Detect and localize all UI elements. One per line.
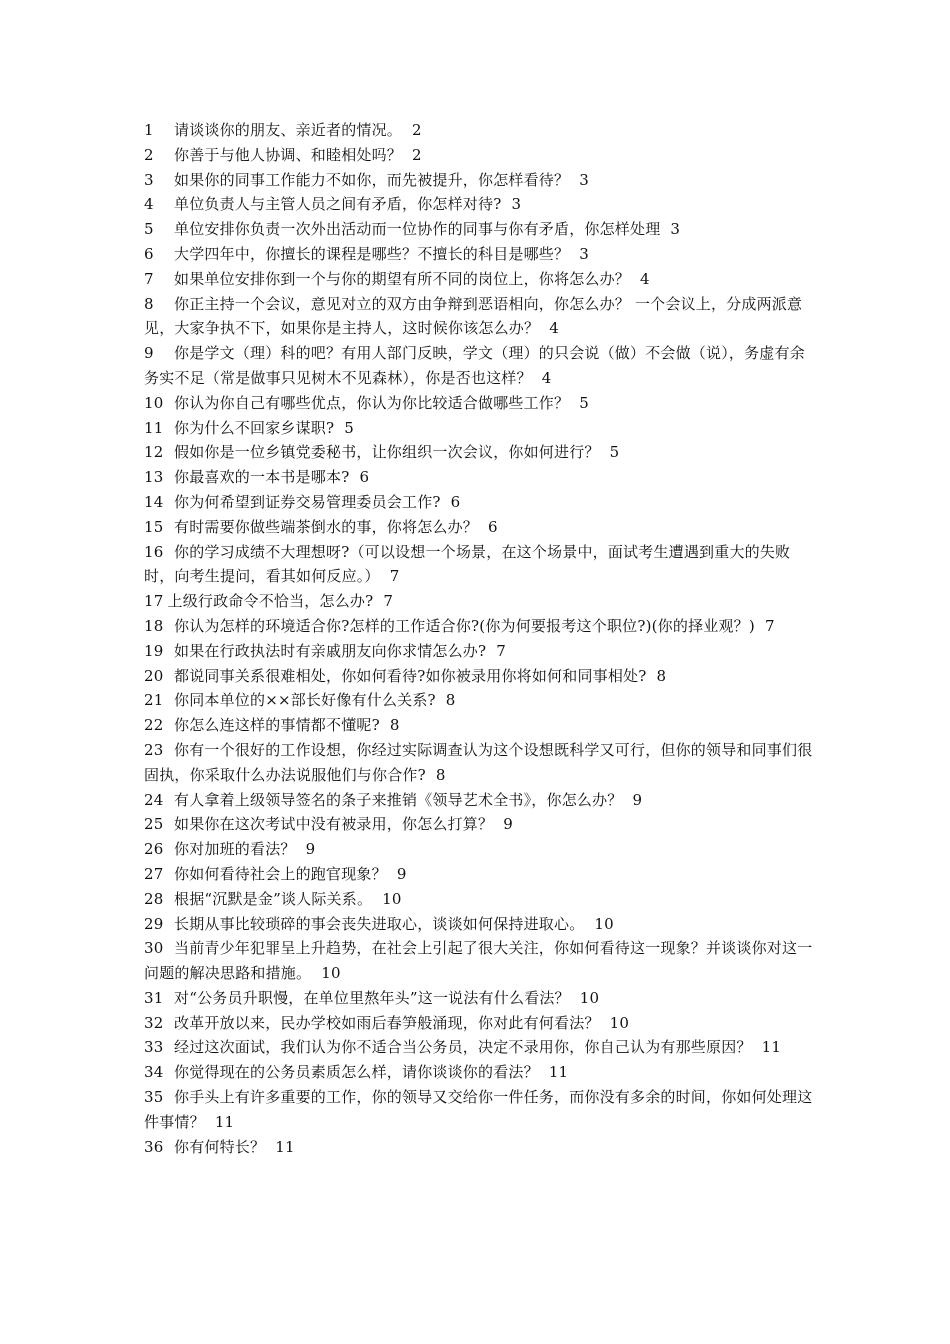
- item-number: 19: [144, 641, 164, 660]
- item-page: 3: [670, 220, 681, 239]
- item-number: 27: [144, 864, 164, 883]
- list-item: [144, 862, 814, 887]
- item-text: 你善于与他人协调、和睦相处吗？: [174, 145, 403, 164]
- item-text: 你为何希望到证券交易管理委员会工作?: [174, 492, 441, 511]
- item-number: 6: [144, 244, 154, 263]
- item-number: 14: [144, 492, 164, 511]
- item-number: 17: [144, 592, 164, 611]
- item-number: 8: [144, 294, 154, 313]
- item-text: 根据“沉默是金”谈人际关系。: [174, 889, 373, 908]
- item-text: 你如何看待社会上的跑官现象？: [174, 864, 387, 883]
- item-text: 如果你在这次考试中没有被录用，你怎么打算？: [174, 815, 494, 834]
- item-text: 你认为你自己有哪些优点，你认为你比较适合做哪些工作？: [174, 393, 570, 412]
- item-text: 你是学文（理）科的吧？有用人部门反映，学文（理）的只会说（做）不会做（说），务虚有余务实不足（常是做事只见树木不见森林），你是否也这样？: [144, 344, 805, 387]
- list-item: [144, 341, 814, 391]
- item-number: 9: [144, 344, 154, 363]
- item-number: 21: [144, 691, 164, 710]
- list-item: [144, 1135, 814, 1160]
- item-number: 22: [144, 716, 164, 735]
- item-page: 7: [383, 592, 394, 611]
- item-page: 11: [275, 1137, 295, 1156]
- item-page: 5: [579, 393, 589, 412]
- item-page: 11: [761, 1038, 782, 1057]
- list-item: [144, 812, 814, 837]
- item-number: 31: [144, 988, 164, 1007]
- item-page: 7: [764, 616, 775, 635]
- item-text: 有时需要你做些端茶倒水的事，你将怎么办？: [174, 517, 479, 536]
- item-number: 28: [144, 889, 164, 908]
- item-text: 你手头上有许多重要的工作，你的领导又交给你一件任务，而你没有多余的时间，你如何处理这件事情？: [144, 1088, 813, 1131]
- item-page: 9: [503, 815, 513, 834]
- item-page: 3: [579, 170, 589, 189]
- list-item: [144, 1011, 814, 1036]
- list-item: [144, 1060, 814, 1085]
- item-page: 5: [609, 443, 620, 462]
- list-item: [144, 192, 814, 217]
- item-text: 你为什么不回家乡谋职?: [174, 418, 335, 437]
- list-item: [144, 986, 814, 1011]
- item-text: 如果你的同事工作能力不如你，而先被提升，你怎样看待？: [174, 170, 570, 189]
- item-page: 7: [496, 641, 506, 660]
- item-page: 9: [632, 790, 643, 809]
- item-text: 你正主持一个会议，意见对立的双方由争辩到恶语相向，你怎么办？ 一个会议上，分成两派意见，大家争执不下，如果你是主持人，这时候你该怎么办？: [144, 294, 803, 338]
- item-text: 你认为怎样的环境适合你?怎样的工作适合你?(你为何要报考这个职位?)(你的择业观？): [174, 616, 755, 635]
- item-page: 6: [359, 468, 370, 487]
- item-number: 12: [144, 443, 164, 462]
- item-page: 6: [450, 492, 461, 511]
- item-page: 10: [382, 889, 402, 908]
- item-text: 你有一个很好的工作设想，你经过实际调查认为这个设想既科学又可行，但你的领导和同事们很固执，你采取什么办法说服他们与你合作?: [144, 740, 813, 784]
- list-item: [144, 664, 814, 689]
- item-text: 经过这次面试，我们认为你不适合当公务员，决定不录用你，你自己认为有那些原因？: [174, 1038, 752, 1057]
- item-number: 5: [144, 220, 154, 239]
- list-item: [144, 887, 814, 912]
- item-text: 你同本单位的××部长好像有什么关系?: [174, 691, 436, 710]
- item-page: 6: [488, 517, 498, 536]
- list-item: [144, 242, 814, 267]
- item-text: 你怎么连这样的事情都不懂呢?: [174, 716, 380, 735]
- item-page: 10: [579, 988, 600, 1007]
- list-item: [144, 688, 814, 713]
- item-page: 8: [656, 666, 667, 685]
- list-item: [144, 267, 814, 292]
- list-item: [144, 837, 814, 862]
- item-page: 10: [321, 964, 341, 983]
- item-number: 11: [144, 418, 164, 437]
- item-page: 3: [579, 244, 589, 263]
- item-page: 5: [344, 418, 354, 437]
- item-page: 4: [640, 269, 650, 288]
- item-number: 36: [144, 1137, 164, 1156]
- list-item: [144, 217, 814, 242]
- item-number: 35: [144, 1088, 164, 1107]
- item-text: 长期从事比较琐碎的事会丧失进取心，谈谈如何保持进取心。: [174, 914, 585, 933]
- list-item: [144, 713, 814, 738]
- item-number: 18: [144, 616, 164, 635]
- list-item: [144, 416, 814, 441]
- item-text: 都说同事关系很难相处，你如何看待?如你被录用你将如何和同事相处?: [174, 666, 647, 685]
- item-number: 24: [144, 790, 164, 809]
- item-text: 单位安排你负责一次外出活动而一位协作的同事与你有矛盾，你怎样处理: [174, 220, 661, 239]
- item-page: 9: [305, 840, 316, 859]
- item-text: 改革开放以来，民办学校如雨后春笋般涌现，你对此有何看法？: [174, 1013, 600, 1032]
- item-number: 29: [144, 914, 164, 933]
- item-text: 有人拿着上级领导签名的条子来推销《领导艺术全书》，你怎么办？: [174, 790, 623, 809]
- item-page: 11: [214, 1112, 235, 1131]
- item-number: 10: [144, 393, 164, 412]
- item-page: 2: [412, 145, 422, 164]
- item-page: 2: [412, 121, 422, 139]
- item-text: 如果单位安排你到一个与你的期望有所不同的岗位上，你将怎么办？: [174, 269, 631, 288]
- item-text: 对“公务员升职慢，在单位里熬年头”这一说法有什么看法？: [174, 988, 570, 1007]
- list-item: [144, 936, 814, 986]
- item-number: 25: [144, 815, 164, 834]
- item-page: 9: [396, 864, 407, 883]
- list-item: [144, 391, 814, 416]
- item-number: 34: [144, 1063, 164, 1082]
- list-item: [144, 515, 814, 540]
- list-item: [144, 143, 814, 168]
- list-item: [144, 1085, 814, 1135]
- item-text: 你觉得现在的公务员素质怎么样，请你谈谈你的看法？: [174, 1063, 539, 1082]
- list-item: [144, 540, 814, 590]
- list-item: [144, 788, 814, 813]
- item-number: 23: [144, 740, 164, 759]
- list-item: [144, 440, 814, 465]
- item-page: 3: [511, 195, 522, 214]
- item-number: 15: [144, 517, 164, 536]
- item-text: 如果在行政执法时有亲戚朋友向你求情怎么办?: [174, 641, 487, 660]
- item-text: 请谈谈你的朋友、亲近者的情况。: [174, 121, 403, 139]
- item-text: 你对加班的看法？: [174, 840, 296, 859]
- item-page: 10: [594, 914, 614, 933]
- list-item: [144, 589, 814, 614]
- item-page: 7: [389, 567, 400, 586]
- item-page: 8: [389, 716, 400, 735]
- list-item: [144, 118, 814, 143]
- list-item: [144, 465, 814, 490]
- item-text: 你有何特长？: [174, 1137, 266, 1156]
- item-number: 4: [144, 195, 154, 214]
- item-text: 单位负责人与主管人员之间有矛盾，你怎样对待?: [174, 195, 502, 214]
- item-page: 4: [549, 319, 559, 338]
- list-item: [144, 738, 814, 788]
- item-text: 你最喜欢的一本书是哪本?: [174, 468, 350, 487]
- item-page: 11: [548, 1063, 569, 1082]
- question-list: [144, 118, 814, 1159]
- item-text: 假如你是一位乡镇党委秘书，让你组织一次会议，你如何进行？: [174, 443, 600, 462]
- item-text: 大学四年中，你擅长的课程是哪些？不擅长的科目是哪些？: [174, 244, 570, 263]
- item-page: 8: [435, 765, 446, 784]
- item-number: 32: [144, 1013, 164, 1032]
- item-number: 3: [144, 170, 154, 189]
- item-number: 7: [144, 269, 154, 288]
- list-item: [144, 168, 814, 193]
- list-item: [144, 1035, 814, 1060]
- item-page: 8: [445, 691, 456, 710]
- item-number: 20: [144, 666, 164, 685]
- item-text: 上级行政命令不恰当，怎么办?: [167, 592, 374, 611]
- list-item: [144, 614, 814, 639]
- item-number: 1: [144, 121, 154, 139]
- list-item: [144, 639, 814, 664]
- list-item: [144, 490, 814, 515]
- item-text: 当前青少年犯罪呈上升趋势，在社会上引起了很大关注，你如何看待这一现象？并谈谈你对这一问题的解决思路和措施。: [144, 939, 813, 983]
- list-item: [144, 292, 814, 342]
- item-number: 13: [144, 468, 164, 487]
- item-number: 26: [144, 840, 164, 859]
- item-text: 你的学习成绩不大理想呀?（可以设想一个场景，在这个场景中，面试考生遭遇到重大的失败时，向考生提问，看其如何反应。）: [144, 542, 791, 586]
- list-item: [144, 912, 814, 937]
- item-number: 16: [144, 542, 164, 561]
- item-page: 10: [609, 1013, 630, 1032]
- item-number: 33: [144, 1038, 164, 1057]
- item-page: 4: [541, 368, 552, 387]
- item-number: 2: [144, 145, 154, 164]
- item-number: 30: [144, 939, 164, 958]
